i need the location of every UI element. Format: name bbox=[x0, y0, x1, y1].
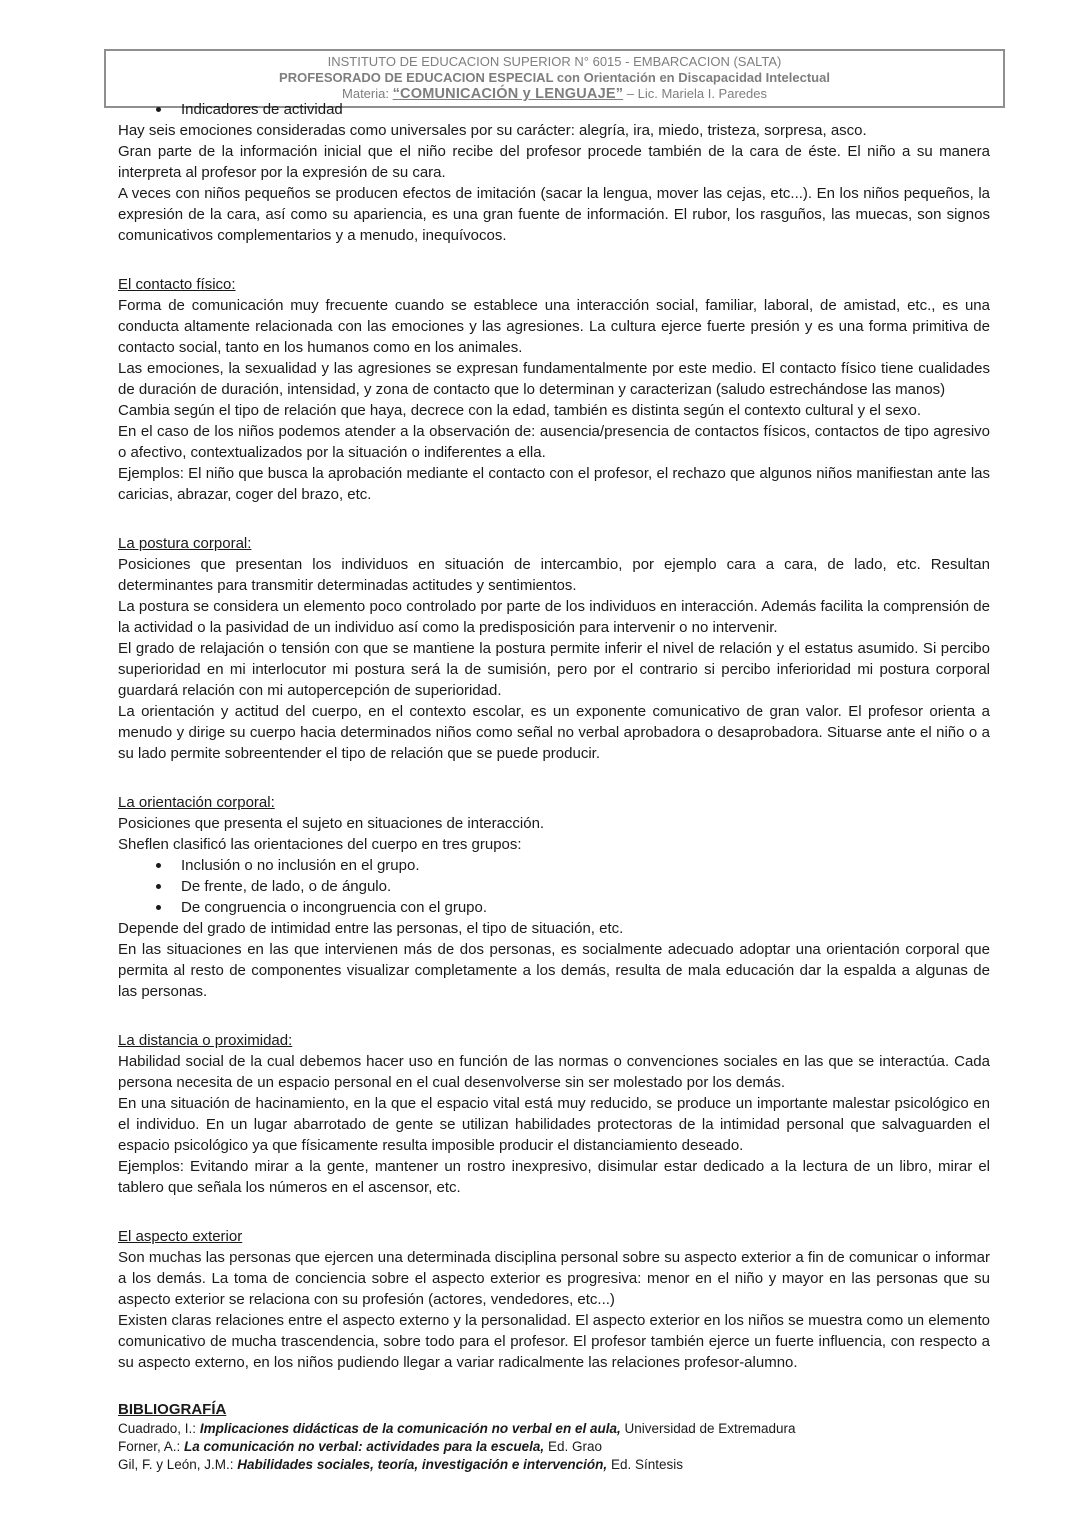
section-contacto-fisico bbox=[118, 274, 990, 505]
list-item: Inclusión o no inclusión en el grupo. bbox=[118, 855, 990, 876]
paragraph: Existen claras relaciones entre el aspecto externo y la personalidad. El aspecto exterior en los niños se muestra como un elemento comunicativo de mucha trascendencia, sobre todo para el profesor. El profesor también ejerce un fuerte influencia, con respecto a su aspecto externo, en los niños pudiendo llegar a variar radicalmente las relaciones profesor-alumno. bbox=[118, 1312, 990, 1371]
section-heading: La distancia o proximidad: bbox=[118, 1032, 293, 1049]
paragraph: Cambia según el tipo de relación que haya, decrece con la edad, también es distinta según el contexto cultural y el sexo. bbox=[118, 402, 921, 419]
lecturer-name: – Lic. Mariela I. Paredes bbox=[623, 86, 767, 101]
list-item: Indicadores de actividad bbox=[118, 99, 990, 120]
list-item: De frente, de lado, o de ángulo. bbox=[118, 876, 990, 897]
bibliography-entry bbox=[118, 1456, 990, 1474]
paragraph: Gran parte de la información inicial que el niño recibe del profesor procede también de la cara de éste. El niño a su manera interpreta al profesor por la expresión de su cara. bbox=[118, 143, 990, 181]
paragraph: Habilidad social de la cual debemos hacer uso en función de las normas o convenciones sociales en las que se interactúa. Cada persona necesita de un espacio personal en el cual desenvolverse sin ser molestado por los demás. bbox=[118, 1053, 990, 1091]
entry-title: Habilidades sociales, teoría, investigación e intervención, bbox=[237, 1457, 608, 1472]
bibliography-entry bbox=[118, 1438, 990, 1456]
paragraph: Son muchas las personas que ejercen una determinada disciplina personal sobre su aspecto exterior a fin de comunicar o informar a los demás. La toma de conciencia sobre el aspecto exterior es progresiva: menor en el niño y mayor en las personas que su aspecto exterior se relaciona con su profesión (actores, vendedores, etc...) bbox=[118, 1249, 990, 1308]
paragraph: Forma de comunicación muy frecuente cuando se establece una interacción social, familiar, laboral, de amistad, etc., es una conducta altamente relacionada con las emociones y las agresiones. La cultura ejerce fuerte presión y es una forma primitiva de contacto social, tanto en los humanos como en los animales. bbox=[118, 297, 990, 356]
bibliography-heading: BIBLIOGRAFÍA bbox=[118, 1401, 227, 1418]
bibliography-entry bbox=[118, 1420, 990, 1438]
entry-title: Implicaciones didácticas de la comunicación no verbal en el aula, bbox=[199, 1421, 621, 1436]
orientation-groups-list bbox=[118, 855, 990, 918]
program-name: PROFESORADO DE EDUCACION ESPECIAL con Orientación en Discapacidad Intelectual bbox=[279, 70, 830, 85]
section-postura-corporal bbox=[118, 533, 990, 764]
section-heading: La orientación corporal: bbox=[118, 794, 275, 811]
paragraph: En las situaciones en las que intervienen más de dos personas, es socialmente adecuado adoptar una orientación corporal que permita al resto de componentes visualizar completamente a los demás, resulta de mala educación dar la espalda a algunas de las personas. bbox=[118, 941, 990, 1000]
paragraph: En el caso de los niños podemos atender a la observación de: ausencia/presencia de contactos físicos, contactos de tipo agresivo o afectivo, contextualizados por la situación o indiferentes a ella. bbox=[118, 423, 990, 461]
section-orientacion-corporal bbox=[118, 792, 990, 1002]
paragraph: Ejemplos: Evitando mirar a la gente, mantener un rostro inexpresivo, disimular estar dedicado a la lectura de un libro, mirar el tablero que señala los números en el ascensor, etc. bbox=[118, 1158, 990, 1196]
paragraph: Posiciones que presenta el sujeto en situaciones de interacción. bbox=[118, 815, 545, 832]
entry-publisher: Ed. Síntesis bbox=[607, 1457, 683, 1472]
list-item: De congruencia o incongruencia con el grupo. bbox=[118, 897, 990, 918]
paragraph: Las emociones, la sexualidad y las agresiones se expresan fundamentalmente por este medio. El contacto físico tiene cualidades de duración de duración, intensidad, y zona de contacto que lo determinan y caracterizan (saludo estrechándose las manos) bbox=[118, 360, 990, 398]
section-heading: La postura corporal: bbox=[118, 535, 252, 552]
section-distancia-proximidad bbox=[118, 1030, 990, 1198]
paragraph: La postura se considera un elemento poco controlado por parte de los individuos en interacción. Además facilita la comprensión de la actividad o la pasividad de un individuo así como la predisposición para intervenir o no intervenir. bbox=[118, 598, 990, 636]
section-aspecto-exterior bbox=[118, 1226, 990, 1373]
materia-label: Materia: bbox=[342, 86, 393, 101]
entry-authors: Gil, F. y León, J.M.: bbox=[118, 1457, 238, 1472]
paragraph: La orientación y actitud del cuerpo, en el contexto escolar, es un exponente comunicativo de gran valor. El profesor orienta a menudo y dirige su cuerpo hacia determinados niños como señal no verbal aprobadora o desaprobadora. Situarse ante el niño o a su lado permite sobreentender el tipo de relación que se puede producir. bbox=[118, 703, 990, 762]
paragraph: Sheflen clasificó las orientaciones del cuerpo en tres grupos: bbox=[118, 836, 522, 853]
entry-publisher: Ed. Grao bbox=[544, 1439, 602, 1454]
paragraph: Hay seis emociones consideradas como universales por su carácter: alegría, ira, miedo, tristeza, sorpresa, asco. bbox=[118, 122, 867, 139]
paragraph: En una situación de hacinamiento, en la que el espacio vital está muy reducido, se produce un importante malestar psicológico en el individuo. En un lugar abarrotado de gente se utilizan habilidades protectoras de la intimidad personal que salvaguarden el espacio psicológico ya que físicamente resulta imposible producir el distanciamiento deseado. bbox=[118, 1095, 990, 1154]
institution-name: INSTITUTO DE EDUCACION SUPERIOR N° 6015 - EMBARCACION (SALTA) bbox=[327, 54, 782, 69]
paragraph: Depende del grado de intimidad entre las personas, el tipo de situación, etc. bbox=[118, 920, 624, 937]
paragraph: A veces con niños pequeños se producen efectos de imitación (sacar la lengua, mover las cejas, etc...). En los niños pequeños, la expresión de la cara, así como su apariencia, es una gran fuente de información. El rubor, los rasguños, las muecas, son signos comunicativos complementarios y a menudo, inequívocos. bbox=[118, 185, 990, 244]
bibliography bbox=[118, 1399, 990, 1474]
entry-title: La comunicación no verbal: actividades para la escuela, bbox=[184, 1439, 545, 1454]
paragraph: El grado de relajación o tensión con que se mantiene la postura permite inferir el nivel de relación y el estatus asumido. Si percibo superioridad en mi interlocutor mi postura será la de sumisión, pero por el contrario si percibo inferioridad mi postura corporal guardará relación con mi autopercepción de superioridad. bbox=[118, 640, 990, 699]
paragraph: Posiciones que presentan los individuos en situación de intercambio, por ejemplo cara a cara, de lado, etc. Resultan determinantes para transmitir determinadas actitudes y sentimientos. bbox=[118, 556, 990, 594]
entry-authors: Forner, A.: bbox=[118, 1439, 185, 1454]
document-body bbox=[118, 99, 990, 1474]
activity-indicators-list bbox=[118, 99, 990, 120]
entry-authors: Cuadrado, I.: bbox=[118, 1421, 200, 1436]
section-heading: El contacto físico: bbox=[118, 276, 236, 293]
paragraph: Ejemplos: El niño que busca la aprobación mediante el contacto con el profesor, el rechazo que algunos niños manifiestan ante las caricias, abrazar, coger del brazo, etc. bbox=[118, 465, 990, 503]
section-heading: El aspecto exterior bbox=[118, 1228, 243, 1245]
entry-publisher: Universidad de Extremadura bbox=[620, 1421, 796, 1436]
subject-title: “COMUNICACIÓN y LENGUAJE” bbox=[392, 86, 624, 102]
